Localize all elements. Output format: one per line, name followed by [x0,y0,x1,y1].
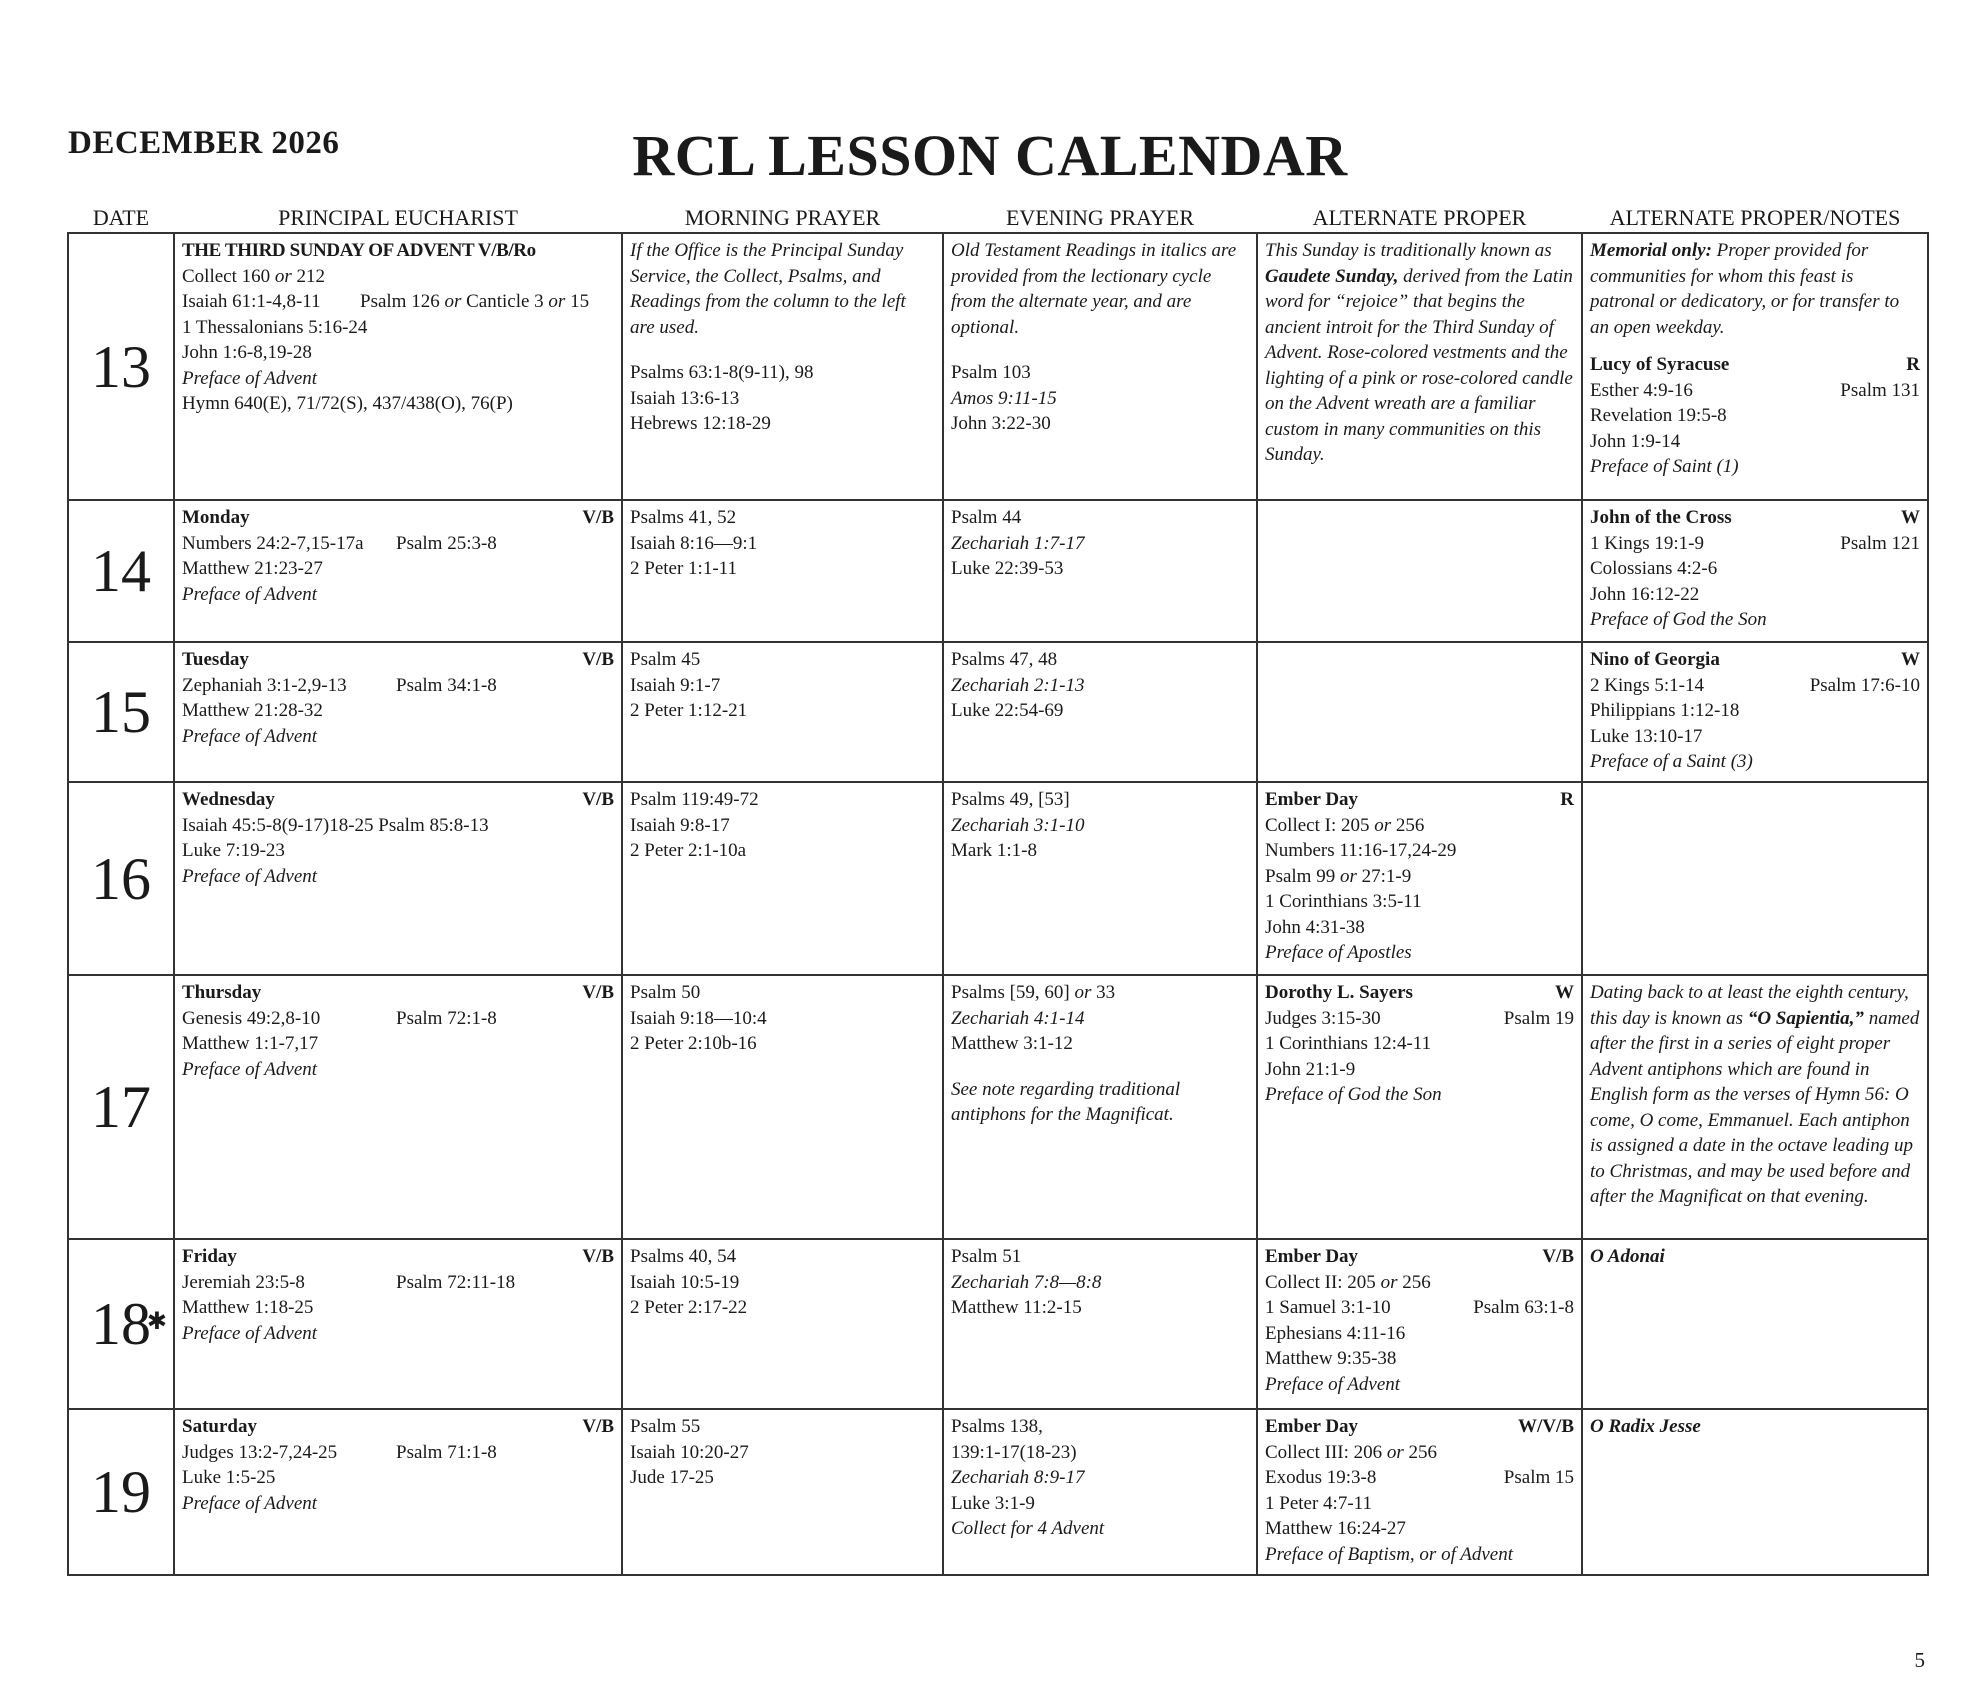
gospel-line: Luke 1:5-25 [182,1467,276,1488]
psalm-line: Psalms [59, 60] or 33 [951,982,1116,1003]
antiphon-title: O Adonai [1590,1246,1665,1267]
eucharist-cell [174,500,622,642]
reading-line: Luke 3:1-9 [951,1492,1035,1514]
preface-line: Preface of Baptism, or of Advent [1265,1543,1514,1565]
date-cell [68,500,174,642]
reading-line: 2 Peter 1:12-21 [630,700,748,721]
alternate-proper-cell [1257,975,1582,1239]
reading-line: Judges 13:2-7,24-25 Psalm 71:1-8 [182,1441,497,1463]
notes-cell [1582,782,1928,975]
reading-line: Jude 17-25 [630,1467,714,1488]
gospel-line: John 16:12-22 [1590,583,1700,605]
ot-reading-line: Zechariah 7:8—8:8 [951,1271,1102,1293]
preface-line: Preface of Advent [182,1322,318,1344]
reading-line: Luke 22:54-69 [951,700,1064,721]
reading-line: Zephaniah 3:1-2,9-13 Psalm 34:1-8 [182,674,497,696]
evening-prayer-cell [943,782,1257,975]
ot-reading-line: Zechariah 4:1-14 [951,1007,1085,1029]
psalm-line: Psalm 45 [630,649,701,670]
reading-line: Revelation 19:5-8 [1590,405,1727,426]
psalm-line: Psalm 99 or 27:1-9 [1265,865,1412,887]
preface-line: Preface of Advent [182,583,318,605]
preface-line: Preface of Advent [182,865,318,887]
day-title: Tuesday V/B [182,647,614,673]
reading-line: Mark 1:1-8 [951,840,1038,861]
collect-line: Collect II: 205 or 256 [1265,1271,1431,1293]
ot-reading-line: Amos 9:11-15 [951,387,1057,409]
reading-line: Esther 4:9-16 Psalm 131 [1590,379,1920,401]
psalm-line: Psalms 63:1-8(9-11), 98 [630,362,814,383]
reading-line: Isaiah 9:8-17 [630,814,730,836]
reading-line: Isaiah 9:1-7 [630,674,721,696]
date-number: 13 [91,333,151,400]
liturgical-color: V/B [582,1416,614,1437]
notes-cell [1582,642,1928,782]
preface-line: Preface of Advent [182,1492,318,1514]
notes-cell [1582,975,1928,1239]
preface-line: Preface of God the Son [1590,609,1767,630]
reading-line: 1 Kings 19:1-9 Psalm 121 [1590,532,1920,554]
evening-prayer-cell [943,975,1257,1239]
liturgical-color: V/B [582,507,614,528]
reading-line: Isaiah 13:6-13 [630,387,740,409]
gospel-line: Matthew 21:23-27 [182,558,323,579]
alternate-proper-cell [1257,233,1582,500]
gospel-line: Luke 7:19-23 [182,840,285,861]
notes-cell [1582,500,1928,642]
day-title: Wednesday V/B [182,787,614,813]
reading-line: Exodus 19:3-8 Psalm 15 [1265,1467,1574,1488]
preface-line: Preface of Advent [182,725,318,747]
psalm-line: Psalms 138, [951,1416,1043,1437]
table-row [68,782,1928,975]
liturgical-color: V/B [1542,1246,1574,1267]
eucharist-cell [174,782,622,975]
eucharist-cell [174,1239,622,1409]
column-header-evening-prayer: EVENING PRAYER [1005,205,1195,230]
reading-line: Hebrews 12:18-29 [630,413,771,434]
reading-line: Numbers 24:2-7,15-17a Psalm 25:3-8 [182,532,497,554]
reading-line: Matthew 3:1-12 [951,1033,1073,1054]
reading-line: 2 Kings 5:1-14 Psalm 17:6-10 [1590,674,1920,696]
morning-prayer-cell [622,233,943,500]
eucharist-cell [174,642,622,782]
alt-title: Ember Day V/B [1265,1244,1574,1270]
notes-cell [1582,1409,1928,1575]
gospel-line: John 1:6-8,19-28 [182,342,312,363]
reading-line: Isaiah 10:5-19 [630,1271,740,1293]
liturgical-color: W [1901,507,1920,528]
date-number: 15 [91,679,151,745]
preface-line: Preface of a Saint (3) [1590,751,1753,772]
reading-line: Judges 3:15-30 Psalm 19 [1265,1007,1574,1029]
date-number: 16 [91,845,151,912]
date-cell [68,782,174,975]
gospel-line: Matthew 1:18-25 [182,1297,314,1318]
gospel-line: Matthew 16:24-27 [1265,1518,1406,1539]
reading-line: Ephesians 4:11-16 [1265,1322,1406,1344]
gospel-line: John 1:9-14 [1590,430,1681,452]
evening-prayer-cell [943,500,1257,642]
alt-title: Ember Day R [1265,787,1574,813]
alternate-proper-cell [1257,1409,1582,1575]
alternate-proper-cell [1257,642,1582,782]
gospel-line: Matthew 21:28-32 [182,700,323,721]
column-header-date: DATE [92,205,150,230]
psalm-line: Psalms 40, 54 [630,1246,737,1267]
date-cell [68,1239,174,1409]
day-title: Friday V/B [182,1244,614,1270]
alternate-proper-cell [1257,782,1582,975]
notes-cell [1582,233,1928,500]
table-row [68,1409,1928,1575]
psalm-line: Psalm 103 [951,362,1031,383]
italics-note: Old Testament Readings in italics are provided from the lectionary cycle from the alternate year, and are optional. [951,240,1237,338]
column-header-morning-prayer: MORNING PRAYER [684,205,881,230]
eucharist-cell [174,975,622,1239]
alt-title: Dorothy L. Sayers W [1265,980,1574,1006]
column-header-alternate-proper: ALTERNATE PROPER [1312,205,1527,230]
reading-line: 1 Peter 4:7-11 [1265,1492,1372,1514]
liturgical-color: V/B [582,789,614,810]
liturgical-color: W [1901,649,1920,670]
date-number: 18 ✱ [91,1291,167,1357]
ot-reading-line: Zechariah 2:1-13 [951,674,1085,696]
o-sapientia-note: Dating back to at least the eighth century, this day is known as “O Sapientia,” named after the first in a series of eight proper Advent antiphons which are found in English form as the verses of Hymn 56: O come, O come, Emmanuel. Each antiphon is assigned a date in the octave leading up to Christmas, and may be used before and after the Magnificat on that evening. [1590,982,1920,1207]
evening-prayer-cell [943,233,1257,500]
reading-line: 1 Corinthians 3:5-11 [1265,891,1422,912]
morning-prayer-cell [622,1239,943,1409]
preface-line: Preface of Advent [1265,1373,1401,1395]
collect-line: Collect 160 or 212 [182,265,326,287]
psalm-line: 139:1-17(18-23) [951,1441,1077,1463]
preface-line: Preface of Advent [182,367,318,389]
preface-line: Preface of Advent [182,1058,318,1080]
gospel-line: Matthew 1:1-7,17 [182,1033,319,1054]
gospel-line: Luke 13:10-17 [1590,725,1703,747]
reading-line: 2 Peter 2:10b-16 [630,1033,757,1054]
magnificat-note: See note regarding traditional antiphons for the Magnificat. [951,1078,1181,1125]
day-title: Monday V/B [182,505,614,531]
ember-star-icon: ✱ [146,1309,167,1335]
date-cell [68,233,174,500]
reading-line: 1 Thessalonians 5:16-24 [182,316,368,338]
psalm-line: Psalm 119:49-72 [630,789,759,810]
reading-line: Numbers 11:16-17,24-29 [1265,840,1457,861]
date-number: 17 [91,1074,151,1140]
psalm-line: Psalm 51 [951,1246,1022,1267]
liturgical-color: R [1906,354,1920,375]
saint-title: John of the Cross W [1590,505,1920,531]
preface-line: Preface of Apostles [1265,942,1412,963]
reading-line: 2 Peter 2:1-10a [630,840,747,861]
ot-reading-line: Zechariah 8:9-17 [951,1467,1085,1488]
gospel-line: Matthew 9:35-38 [1265,1348,1397,1369]
reading-line: Philippians 1:12-18 [1590,700,1740,721]
ot-reading-line: Zechariah 3:1-10 [951,814,1085,836]
date-cell [68,1409,174,1575]
morning-prayer-cell [622,782,943,975]
reading-line: Genesis 49:2,8-10 Psalm 72:1-8 [182,1007,497,1029]
morning-prayer-cell [622,1409,943,1575]
preface-line: Preface of Saint (1) [1590,456,1739,477]
psalm-line: Psalm 50 [630,982,701,1003]
saint-title: Lucy of Syracuse R [1590,352,1920,378]
table-row [68,233,1928,500]
morning-prayer-cell [622,642,943,782]
eucharist-cell [174,233,622,500]
hymn-line: Hymn 640(E), 71/72(S), 437/438(O), 76(P) [182,393,513,414]
office-note: If the Office is the Principal Sunday Service, the Collect, Psalms, and Readings from the column to the left are used. [630,240,906,338]
gospel-line: John 4:31-38 [1265,916,1365,938]
day-title: THE THIRD SUNDAY OF ADVENT V/B/Ro [182,240,536,261]
column-header-eucharist: PRINCIPAL EUCHARIST [278,205,518,230]
evening-prayer-cell [943,1239,1257,1409]
preface-line: Preface of God the Son [1265,1084,1442,1105]
reading-line: Matthew 11:2-15 [951,1297,1082,1318]
date-cell [68,975,174,1239]
liturgical-color: W/V/B [1518,1416,1574,1437]
alternate-proper-cell [1257,500,1582,642]
collect-line: Collect I: 205 or 256 [1265,814,1425,836]
ot-reading-line: Zechariah 1:7-17 [951,532,1085,554]
date-cell [68,642,174,782]
reading-line: Isaiah 10:20-27 [630,1441,749,1463]
psalm-line: Psalm 44 [951,507,1022,528]
morning-prayer-cell [622,500,943,642]
lesson-calendar-table [67,232,1929,1576]
page-title: RCL LESSON CALENDAR [632,123,1348,188]
saint-title: Nino of Georgia W [1590,647,1920,673]
reading-line: 2 Peter 2:17-22 [630,1297,748,1318]
collect-line: Collect III: 206 or 256 [1265,1441,1438,1463]
date-number: 19 [91,1459,151,1525]
month-heading: DECEMBER 2026 [68,125,340,161]
collect-note: Collect for 4 Advent [951,1518,1105,1539]
reading-line: John 3:22-30 [951,413,1051,434]
reading-line: Isaiah 45:5-8(9-17)18-25 Psalm 85:8-13 [182,814,489,836]
gospel-line: John 21:1-9 [1265,1058,1356,1080]
reading-line: 2 Peter 1:1-11 [630,558,737,579]
alt-title: Ember Day W/V/B [1265,1414,1574,1440]
table-row [68,1239,1928,1409]
gaudete-note: This Sunday is traditionally known as Gaudete Sunday, derived from the Latin word for “rejoice” that begins the ancient introit for the Third Sunday of Advent. Rose-colored vestments and the lighting of a pink or rose-colored candle on the Advent wreath are a familiar custom in many communities on this Sunday. [1265,240,1573,465]
date-number: 14 [91,538,151,604]
reading-line: 1 Corinthians 12:4-11 [1265,1033,1432,1054]
alternate-proper-cell [1257,1239,1582,1409]
table-row [68,500,1928,642]
liturgical-color: V/B [582,1246,614,1267]
liturgical-color: R [1560,789,1574,810]
psalm-line: Psalms 47, 48 [951,649,1058,670]
column-header-notes: ALTERNATE PROPER/NOTES [1609,205,1901,230]
psalm-line: Psalms 49, [53] [951,789,1070,810]
reading-line: Jeremiah 23:5-8 Psalm 72:11-18 [182,1271,516,1293]
reading-line: Isaiah 9:18—10:4 [630,1007,767,1029]
liturgical-color: V/B [582,982,614,1003]
antiphon-title: O Radix Jesse [1590,1416,1701,1437]
reading-line: 1 Samuel 3:1-10 Psalm 63:1-8 [1265,1297,1574,1318]
reading-line: Colossians 4:2-6 [1590,558,1718,579]
table-row [68,642,1928,782]
psalm-line: Psalms 41, 52 [630,507,737,528]
memorial-note: Memorial only: Proper provided for communities for whom this feast is patronal or dedicatory, or for transfer to an open weekday. [1590,240,1900,338]
day-title: Thursday V/B [182,980,614,1006]
evening-prayer-cell [943,1409,1257,1575]
reading-line: Isaiah 8:16—9:1 [630,532,758,554]
notes-cell [1582,1239,1928,1409]
column-headers [68,205,1928,231]
page-number: 5 [1914,1648,1925,1672]
eucharist-cell [174,1409,622,1575]
psalm-line: Psalm 55 [630,1416,701,1437]
table-row [68,975,1928,1239]
evening-prayer-cell [943,642,1257,782]
reading-line: Isaiah 61:1-4,8-11 Psalm 126 or Canticle 3 or 15 [182,291,590,312]
liturgical-color: V/B [582,649,614,670]
morning-prayer-cell [622,975,943,1239]
reading-line: Luke 22:39-53 [951,558,1064,579]
liturgical-color: W [1555,982,1574,1003]
day-title: Saturday V/B [182,1414,614,1440]
